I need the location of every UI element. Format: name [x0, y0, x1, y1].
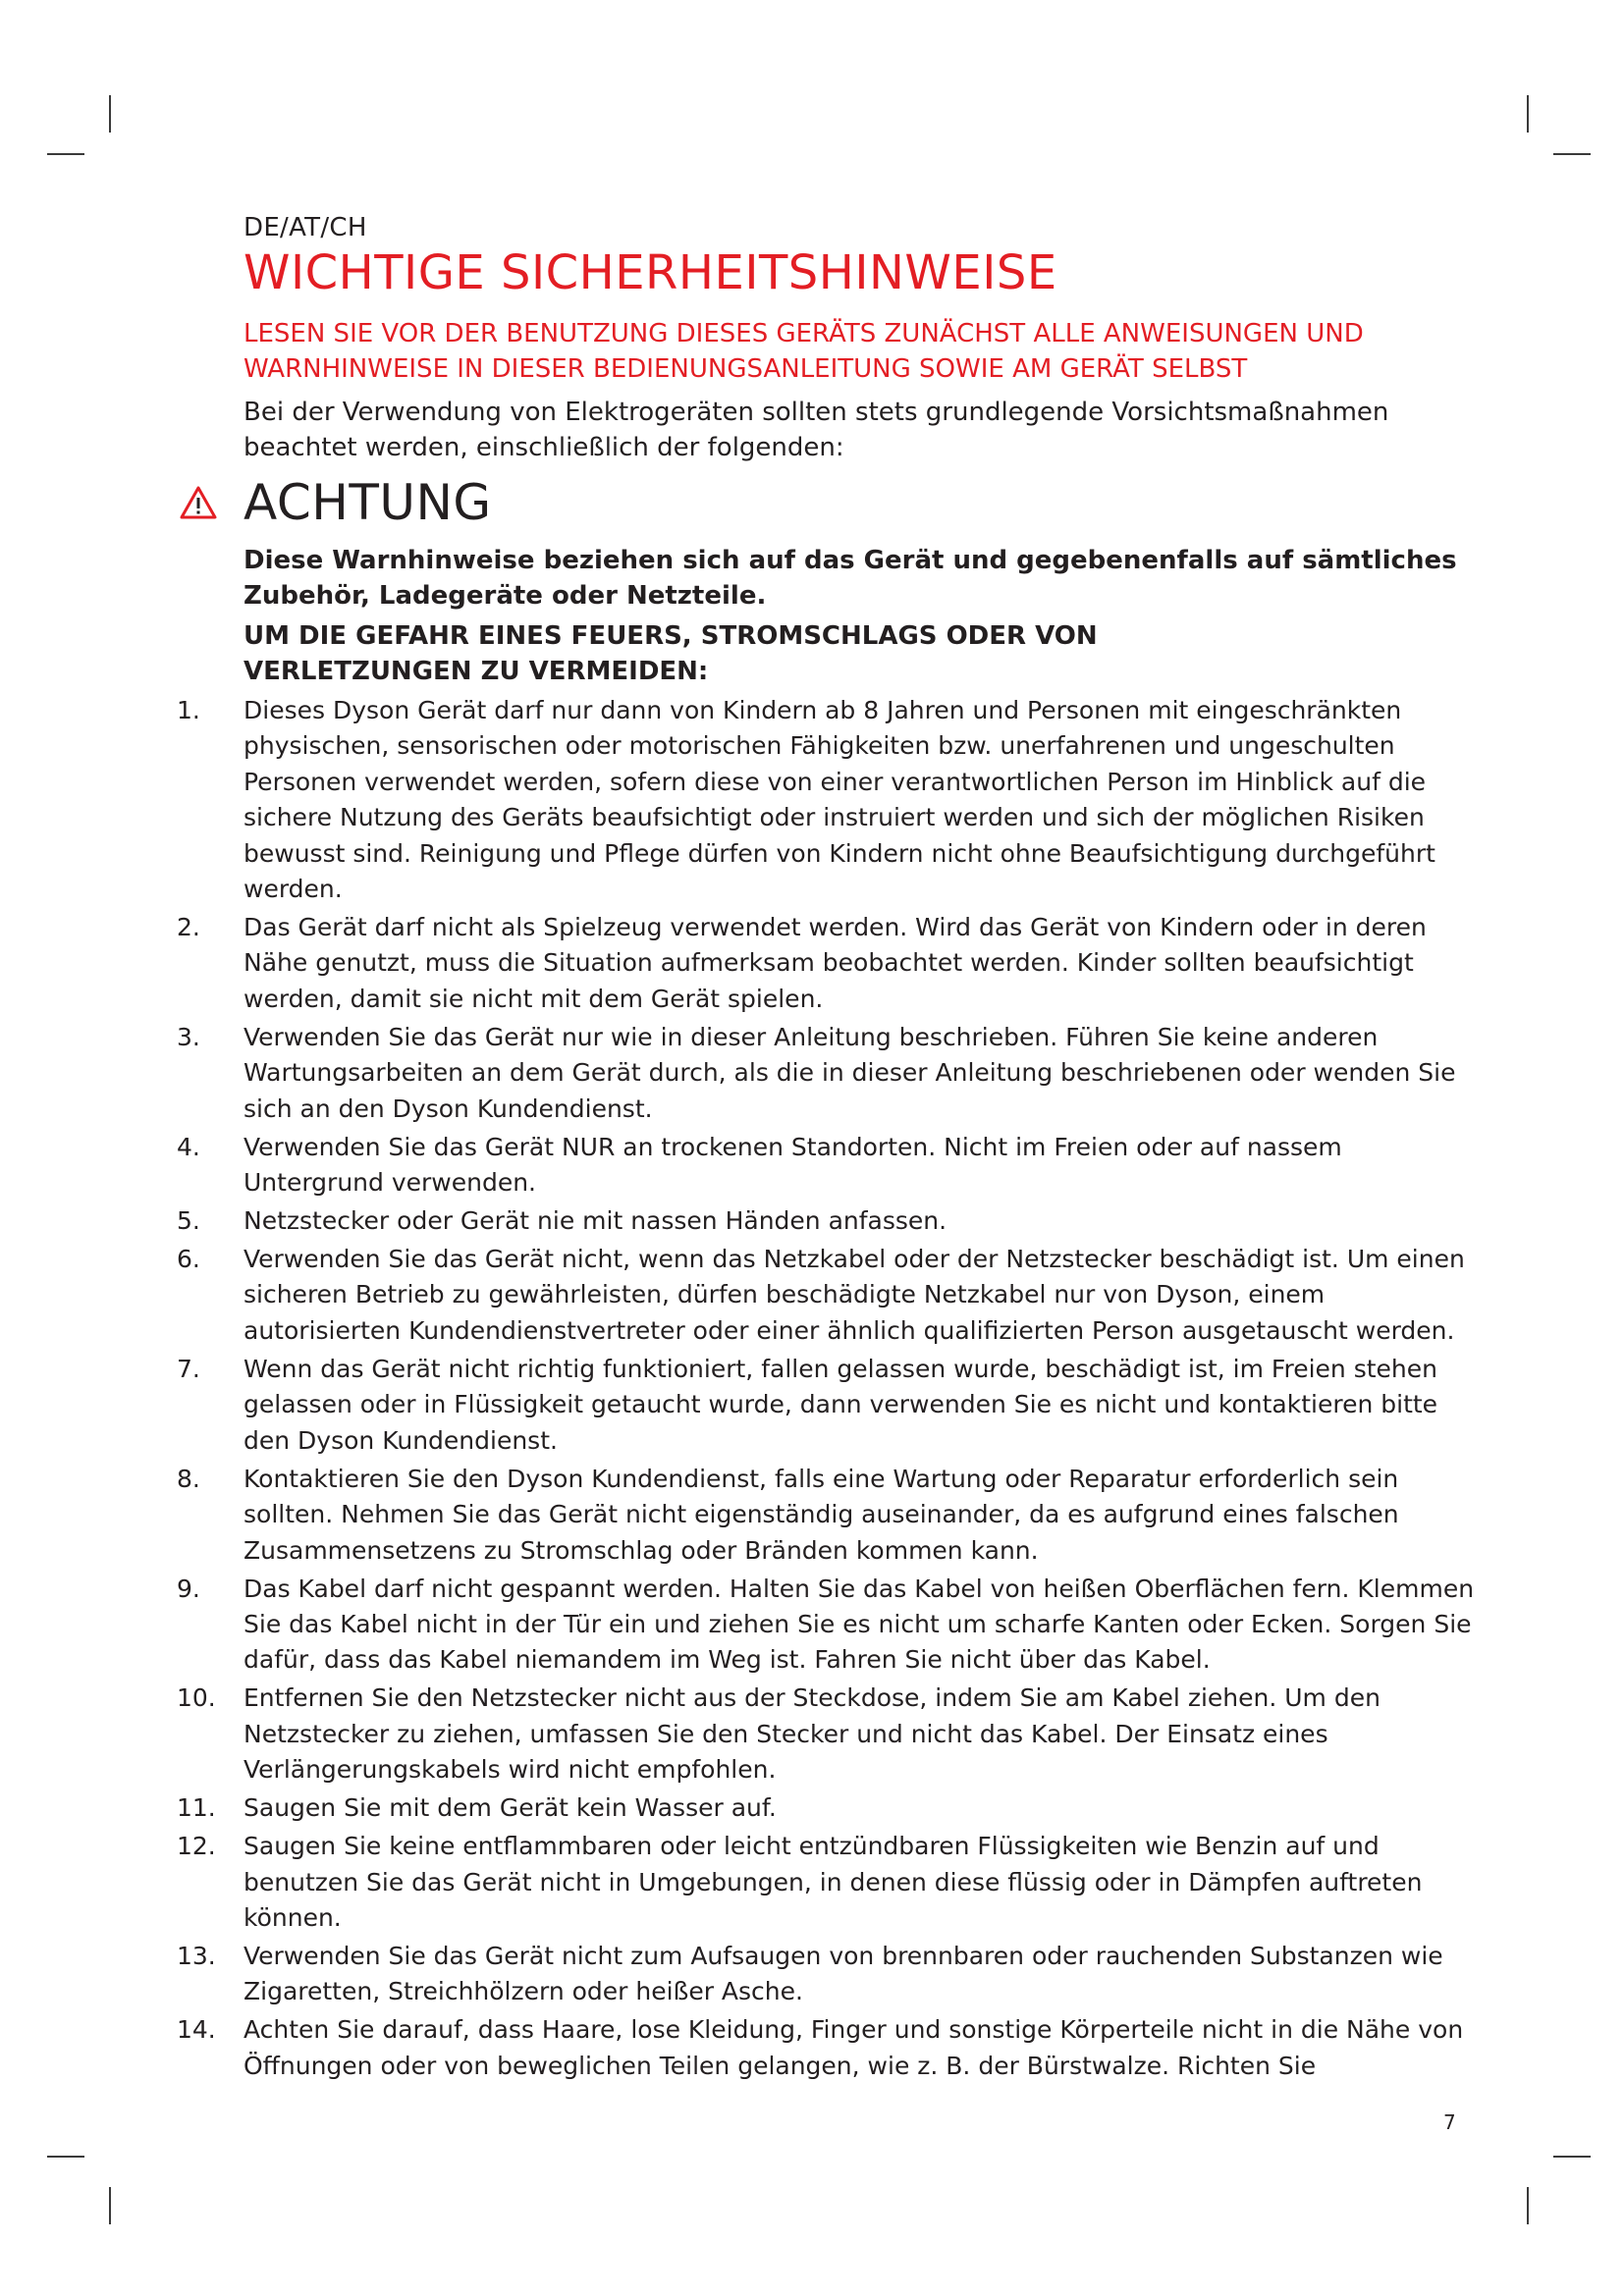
page-number: 7 — [1443, 2110, 1456, 2134]
safety-instruction-item — [163, 910, 1479, 1017]
crop-mark-bottom-right-vertical — [1527, 2187, 1529, 2224]
safety-instruction-item — [163, 1829, 1479, 1936]
item-text: Dieses Dyson Gerät darf nur dann von Kindern ab 8 Jahren und Personen mit eingeschränkten physischen, sensorischen oder motorischen Fähigkeiten bzw. unerfahrenen und ungeschulten Personen verwendet werden, sofern diese von einer verantwortlichen Person im Hinblick auf die sichere Nutzung des Geräts beaufsichtigt oder instruiert werden und sich der möglichen Risiken bewusst sind. Reinigung und Pflege dürfen von Kindern nicht ohne Beaufsichtigung durchgeführt werden. — [244, 696, 1435, 904]
crop-mark-bottom-left-horizontal — [47, 2156, 84, 2158]
safety-instruction-item — [163, 1939, 1479, 2010]
item-number: 5. — [177, 1206, 200, 1236]
safety-instruction-item — [163, 1020, 1479, 1127]
crop-mark-top-right-horizontal — [1553, 153, 1591, 155]
item-number: 1. — [177, 696, 200, 724]
safety-instruction-item — [163, 1352, 1479, 1459]
warning-heading: ACHTUNG — [244, 474, 492, 531]
safety-instruction-item — [163, 1130, 1479, 1201]
item-text: Saugen Sie keine entflammbaren oder leicht entzündbaren Flüssigkeiten wie Benzin auf und benutzen Sie das Gerät nicht in Umgebungen, in denen diese flüssig oder in Dämpfen auftreten können. — [244, 1832, 1423, 1932]
item-number: 3. — [177, 1022, 200, 1051]
item-number: 4. — [177, 1132, 200, 1161]
item-number: 9. — [177, 1574, 200, 1603]
crop-mark-top-left-vertical — [109, 95, 111, 133]
item-number: 2. — [177, 913, 200, 942]
safety-instruction-item — [163, 1681, 1479, 1788]
safety-instruction-item — [163, 1462, 1479, 1569]
safety-instruction-item — [163, 1572, 1479, 1679]
warning-heading-row — [179, 473, 492, 532]
item-text: Verwenden Sie das Gerät nicht, wenn das Netzkabel oder der Netzstecker beschädigt ist. Um einen sicheren Betrieb zu gewährleisten, dürfen beschädigte Netzkabel nur von Dyson, einem autorisierten Kundendienstvertreter oder einer ähnlich qualifizierten Person ausgetauscht werden. — [244, 1245, 1465, 1345]
item-number: 8. — [177, 1464, 200, 1493]
warning-avoid-heading: UM DIE GEFAHR EINES FEUERS, STROMSCHLAGS ODER VON VERLETZUNGEN ZU VERMEIDEN: — [244, 621, 1098, 686]
item-text: Netzstecker oder Gerät nie mit nassen Händen anfassen. — [244, 1206, 947, 1236]
item-text: Kontaktieren Sie den Dyson Kundendienst, falls eine Wartung oder Reparatur erforderlich sein sollten. Nehmen Sie das Gerät nicht eigenständig auseinander, da es aufgrund eines falschen Zusammensetzens zu Stromschlag oder Bränden kommen kann. — [244, 1464, 1399, 1565]
item-text: Wenn das Gerät nicht richtig funktioniert, fallen gelassen wurde, beschädigt ist, im Freien stehen gelassen oder in Flüssigkeit getaucht wurde, dann verwenden Sie es nicht und kontaktieren bitte den Dyson Kundendienst. — [244, 1354, 1438, 1455]
item-number: 12. — [177, 1832, 216, 1861]
item-text: Verwenden Sie das Gerät nicht zum Aufsaugen von brennbaren oder rauchenden Substanzen wie Zigaretten, Streichhölzern oder heißer Asche. — [244, 1941, 1443, 2006]
crop-mark-top-left-horizontal — [47, 153, 84, 155]
item-number: 6. — [177, 1245, 200, 1274]
read-instructions-notice: LESEN SIE VOR DER BENUTZUNG DIESES GERÄTS ZUNÄCHST ALLE ANWEISUNGEN UND WARNHINWEISE IN DIESER BEDIENUNGSANLEITUNG SOWIE AM GERÄT SELBST — [244, 319, 1364, 384]
page-title: WICHTIGE SICHERHEITSHINWEISE — [244, 245, 1057, 300]
crop-mark-bottom-left-vertical — [109, 2187, 111, 2224]
safety-instruction-item — [163, 1242, 1479, 1349]
intro-paragraph: Bei der Verwendung von Elektrogeräten sollten stets grundlegende Vorsichtsmaßnahmen beachtet werden, einschließlich der folgenden: — [244, 398, 1389, 462]
item-number: 14. — [177, 2015, 216, 2045]
item-number: 7. — [177, 1354, 200, 1383]
crop-mark-bottom-right-horizontal — [1553, 2156, 1591, 2158]
safety-instruction-item — [163, 693, 1479, 907]
crop-mark-top-right-vertical — [1527, 95, 1529, 133]
item-number: 10. — [177, 1683, 216, 1713]
item-number: 13. — [177, 1941, 216, 1970]
item-text: Achten Sie darauf, dass Haare, lose Kleidung, Finger und sonstige Körperteile nicht in die Nähe von Öffnungen oder von beweglichen Teilen gelangen, wie z. B. der Bürstwalze. Richten Sie — [244, 2015, 1464, 2080]
safety-instructions-list — [163, 693, 1479, 2087]
warning-scope-text: Diese Warnhinweise beziehen sich auf das Gerät und gegebenenfalls auf sämtliches Zubehör, Ladegeräte oder Netzteile. — [244, 546, 1457, 611]
item-text: Saugen Sie mit dem Gerät kein Wasser auf. — [244, 1793, 777, 1823]
item-text: Entfernen Sie den Netzstecker nicht aus der Steckdose, indem Sie am Kabel ziehen. Um den Netzstecker zu ziehen, umfassen Sie den Stecker und nicht das Kabel. Der Einsatz eines Verlängerungskabels wird nicht empfohlen. — [244, 1683, 1380, 1785]
item-text: Das Gerät darf nicht als Spielzeug verwendet werden. Wird das Gerät von Kindern oder in deren Nähe genutzt, muss die Situation aufmerksam beobachtet werden. Kinder sollten beaufsichtigt werden, damit sie nicht mit dem Gerät spielen. — [244, 913, 1427, 1013]
warning-triangle-icon — [179, 485, 218, 520]
region-label: DE/AT/CH — [244, 213, 367, 242]
item-text: Das Kabel darf nicht gespannt werden. Halten Sie das Kabel von heißen Oberflächen fern. Klemmen Sie das Kabel nicht in der Tür ein und ziehen Sie es nicht um scharfe Kanten oder Ecken. Sorgen Sie dafür, dass das Kabel niemandem im Weg ist. Fahren Sie nicht über das Kabel. — [244, 1574, 1475, 1675]
item-number: 11. — [177, 1793, 216, 1823]
item-text: Verwenden Sie das Gerät NUR an trockenen Standorten. Nicht im Freien oder auf nassem Untergrund verwenden. — [244, 1132, 1342, 1198]
safety-instruction-item — [163, 1203, 1479, 1239]
safety-instruction-item — [163, 1790, 1479, 1826]
item-text: Verwenden Sie das Gerät nur wie in dieser Anleitung beschrieben. Führen Sie keine anderen Wartungsarbeiten an dem Gerät durch, als die in dieser Anleitung beschriebenen oder wenden Sie sich an den Dyson Kundendienst. — [244, 1022, 1456, 1123]
safety-instruction-item — [163, 2012, 1479, 2084]
